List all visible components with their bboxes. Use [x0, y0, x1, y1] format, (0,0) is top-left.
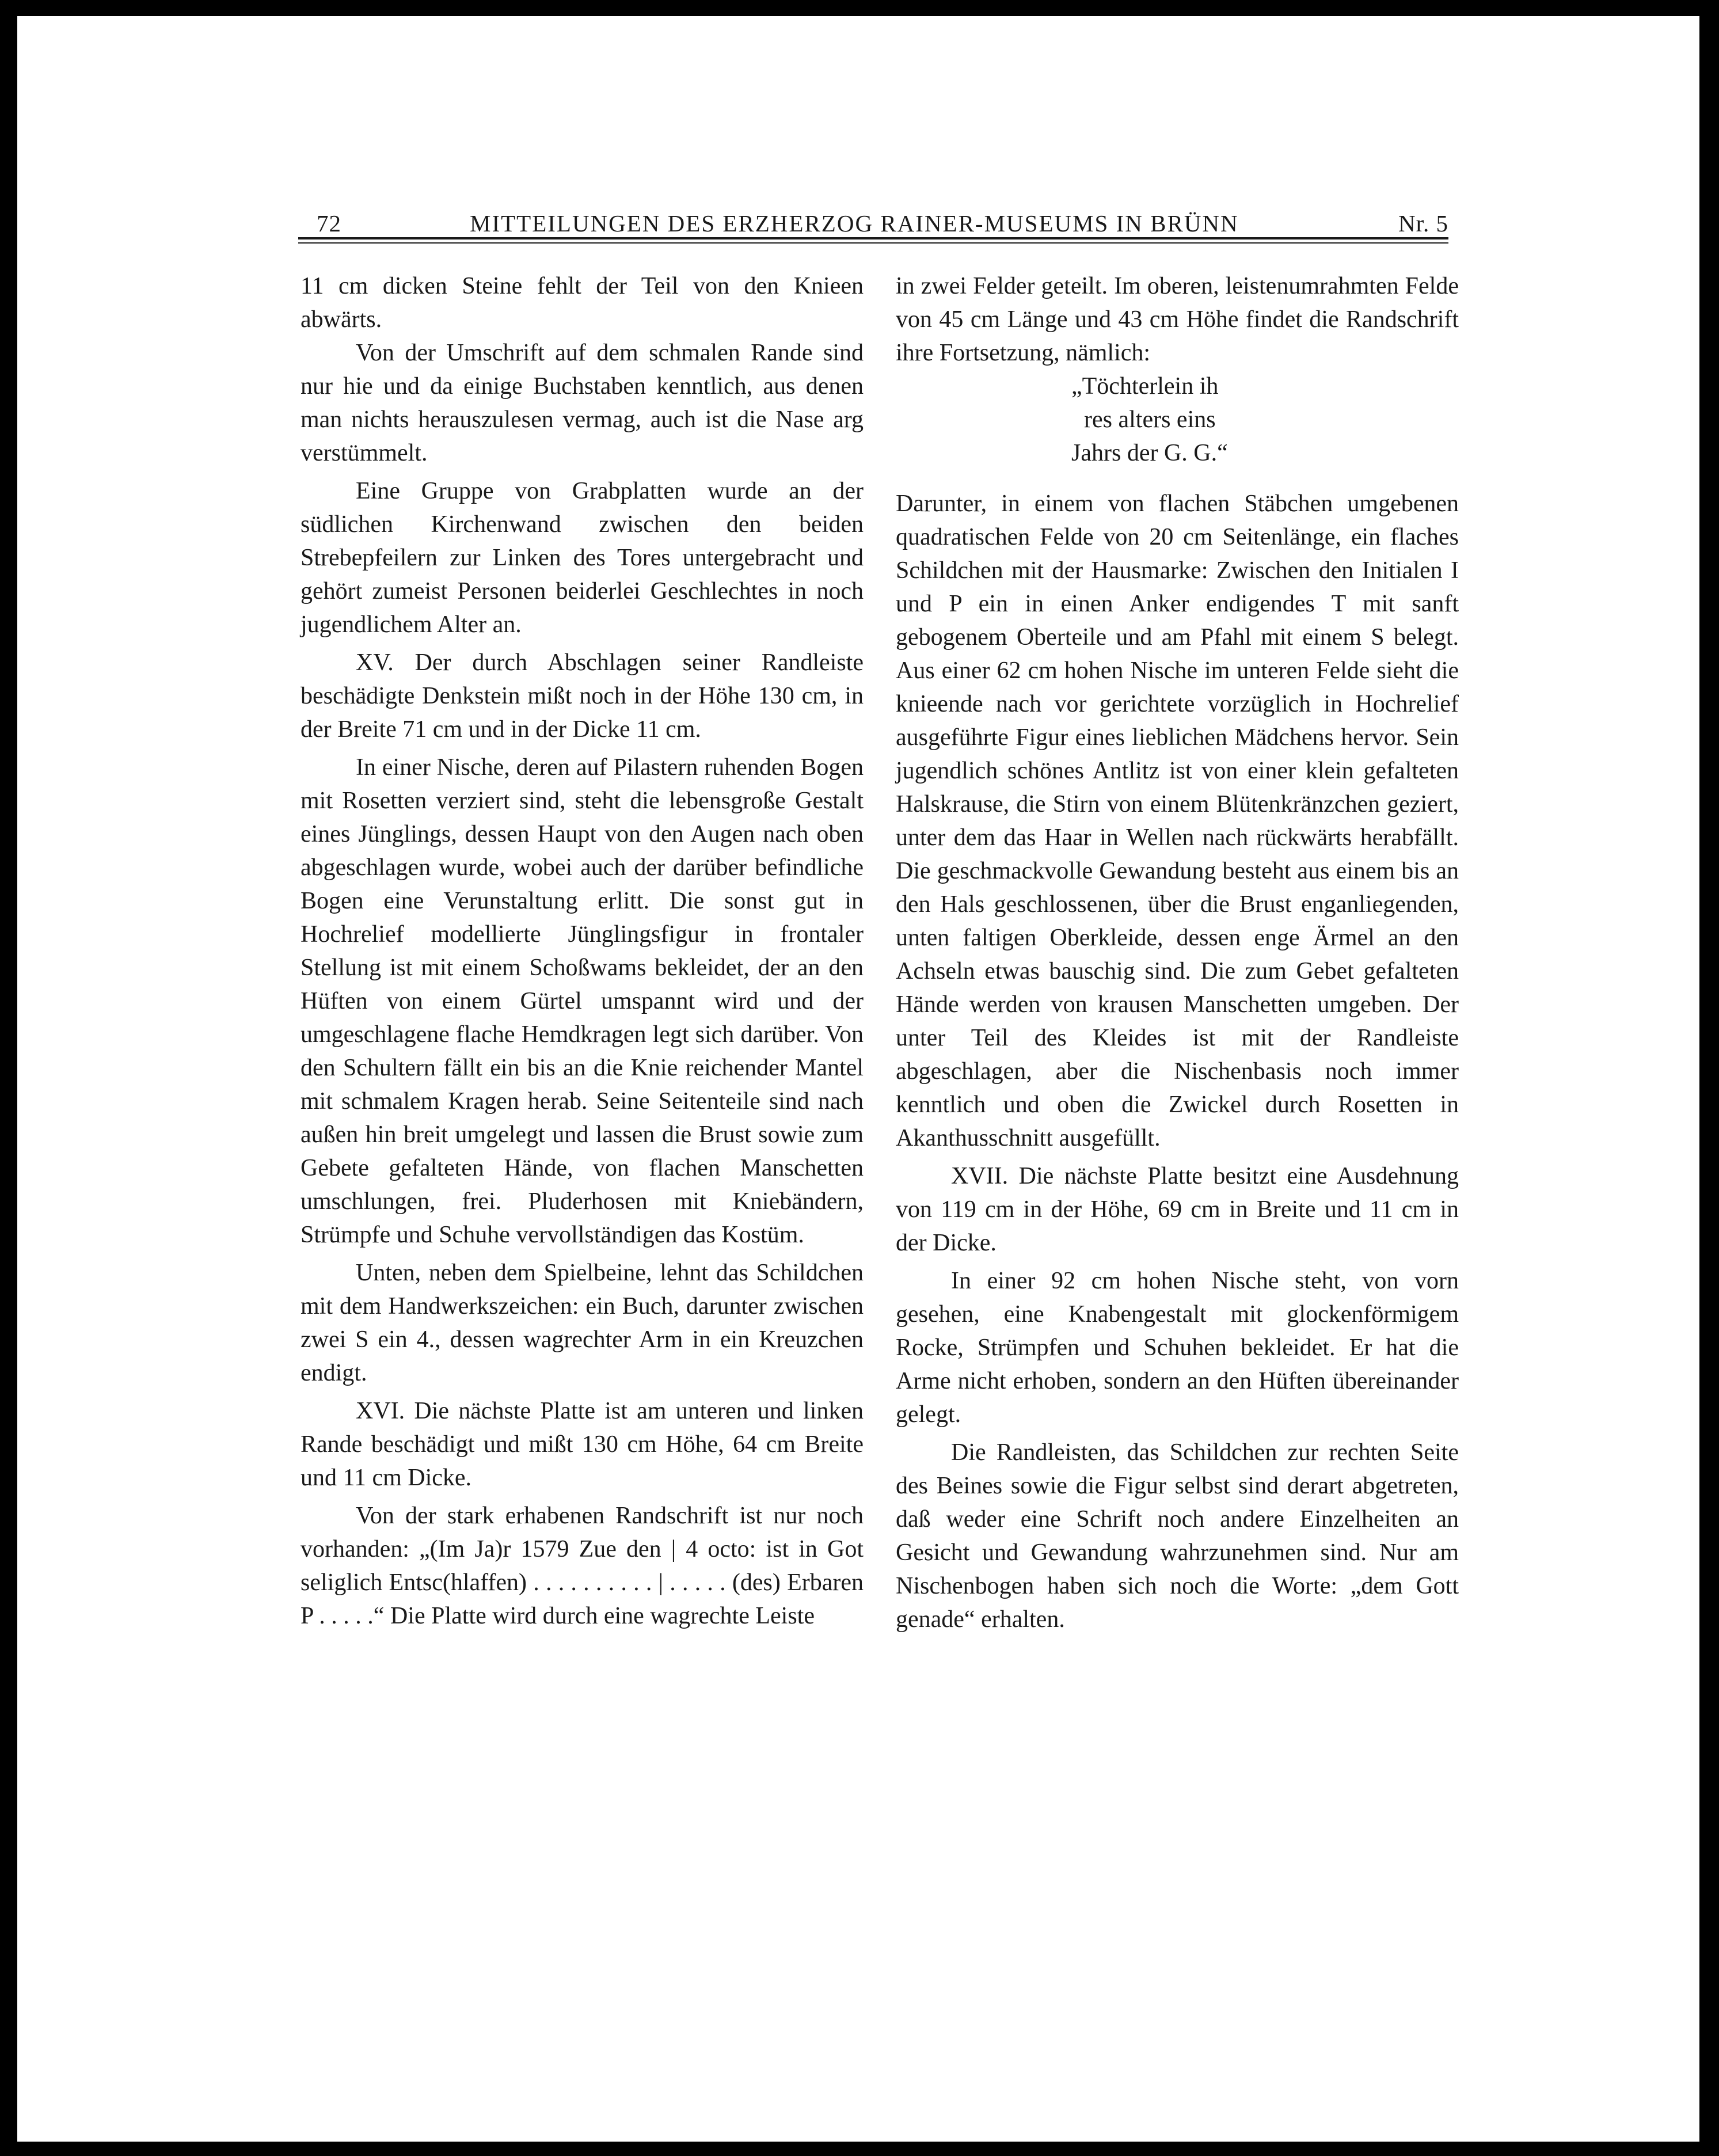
paragraph: Die Randleisten, das Schildchen zur rechten Seite des Beines sowie die Figur selbst sind derart abgetreten, daß weder eine Schrift noch andere Einzelheiten an Gesicht und Gewandung wahrzunehmen sind. Nur am Nischenbogen haben sich noch die Worte: „dem Gott genade“ erhalten.	[896, 1439, 1459, 1633]
paragraph: In einer 92 cm hohen Nische steht, von vorn gesehen, eine Knabengestalt mit glockenförmigem Rocke, Strümpfen und Schuhen bekleidet. Er hat die Arme nicht erhoben, sondern an den Hüften übereinander gelegt.	[896, 1268, 1459, 1428]
inscription-quote	[1071, 370, 1459, 470]
paragraph: XV. Der durch Abschlagen seiner Randleiste beschädigte Denkstein mißt noch in der Höhe 130 cm, in der Breite 71 cm und in der Dicke 11 cm.	[301, 649, 864, 743]
issue-number: Nr. 5	[1398, 210, 1448, 237]
right-column	[896, 269, 1459, 1636]
paragraph: Eine Gruppe von Grabplatten wurde an der südlichen Kirchenwand zwischen den beiden Strebepfeilern zur Linken des Tores untergebracht und gehört zumeist Personen beiderlei Geschlechtes in noch jugendlichem Alter an.	[301, 478, 864, 638]
paragraph: In einer Nische, deren auf Pilastern ruhenden Bogen mit Rosetten verziert sind, steht die lebensgroße Gestalt eines Jünglings, dessen Haupt von den Augen nach oben abgeschlagen wurde, wobei auch der darüber befindliche Bogen eine Verunstaltung erlitt. Die sonst gut in Hochrelief modellierte Jünglingsfigur in frontaler Stellung ist mit einem Schoßwams bekleidet, der an den Hüften von einem Gürtel umspannt wird und der umgeschlagene flache Hemdkragen legt sich darüber. Von den Schultern fällt ein bis an die Knie reichender Mantel mit schmalem Kragen herab. Seine Seitenteile sind nach außen hin breit umgelegt und lassen die Brust sowie zum Gebete gefalteten Hände, von flachen Manschetten umschlungen, frei. Pluderhosen mit Kniebändern, Strümpfe und Schuhe vervollständigen das Kostüm.	[301, 754, 864, 1248]
header-rule-thin	[298, 242, 1448, 244]
paragraph: 11 cm dicken Steine fehlt der Teil von den Knieen abwärts.	[301, 273, 864, 333]
paragraph: XVI. Die nächste Platte ist am unteren und linken Rande beschädigt und mißt 130 cm Höhe, 64 cm Breite und 11 cm Dicke.	[301, 1398, 864, 1491]
quote-line: „Töchterlein ih	[1071, 373, 1219, 400]
paragraph: Unten, neben dem Spielbeine, lehnt das Schildchen mit dem Handwerkszeichen: ein Buch, darunter zwischen zwei S ein 4., dessen wagrechter Arm in ein Kreuzchen endigt.	[301, 1260, 864, 1386]
paragraph: Darunter, in einem von flachen Stäbchen umgebenen quadratischen Felde von 20 cm Seitenlänge, ein flaches Schildchen mit der Hausmarke: Zwischen den Initialen I und P ein in einen Anker endigendes T mit sanft gebogenem Oberteile und am Pfahl mit einem S belegt. Aus einer 62 cm hohen Nische im unteren Felde sieht die knieende nach vor gerichtete vorzüglich in Hochrelief ausgeführte Figur eines lieblichen Mädchens hervor. Sein jugendlich schönes Antlitz ist von einer klein gefalteten Halskrause, die Stirn von einem Blütenkränzchen geziert, unter dem das Haar in Wellen nach rückwärts herabfällt. Die geschmackvolle Gewandung besteht aus einem bis an den Hals geschlossenen, über die Brust enganliegenden, unten faltigen Oberkleide, dessen enge Ärmel an den Achseln etwas bauschig sind. Die zum Gebet gefalteten Hände werden von krausen Manschetten umgeben. Der unter Teil des Kleides ist mit der Randleiste abgeschlagen, aber die Nischenbasis noch immer kenntlich und oben die Zwickel durch Rosetten in Akanthusschnitt ausgefüllt.	[896, 490, 1459, 1151]
quote-line: res alters eins	[1084, 406, 1216, 433]
paragraph: in zwei Felder geteilt. Im oberen, leistenumrahmten Felde von 45 cm Länge und 43 cm Höhe findet die Randschrift ihre Fortsetzung, nämlich:	[896, 273, 1459, 366]
paragraph: Von der stark erhabenen Randschrift ist nur noch vorhanden: „(Im Ja)r 1579 Zue den | 4 octo: ist in Got seliglich Entsc(hlaffen) . . . . . . . . . . | . . . . . (des) Erbaren P . . . . .“ Die Platte wird durch eine wagrechte Leiste	[301, 1503, 864, 1629]
quote-line: Jahrs der G. G.“	[1071, 440, 1228, 466]
paragraph: XVII. Die nächste Platte besitzt eine Ausdehnung von 119 cm in der Höhe, 69 cm in Breite und 11 cm in der Dicke.	[896, 1163, 1459, 1256]
page-number: 72	[317, 210, 341, 237]
left-column	[301, 269, 864, 1633]
paragraph: Von der Umschrift auf dem schmalen Rande sind nur hie und da einige Buchstaben kenntlich, aus denen man nichts herauszulesen vermag, auch ist die Nase arg verstümmelt.	[301, 340, 864, 466]
running-header	[298, 205, 1448, 239]
journal-title: MITTEILUNGEN DES ERZHERZOG RAINER-MUSEUMS IN BRÜNN	[470, 210, 1239, 237]
header-rule-thick	[298, 237, 1448, 239]
